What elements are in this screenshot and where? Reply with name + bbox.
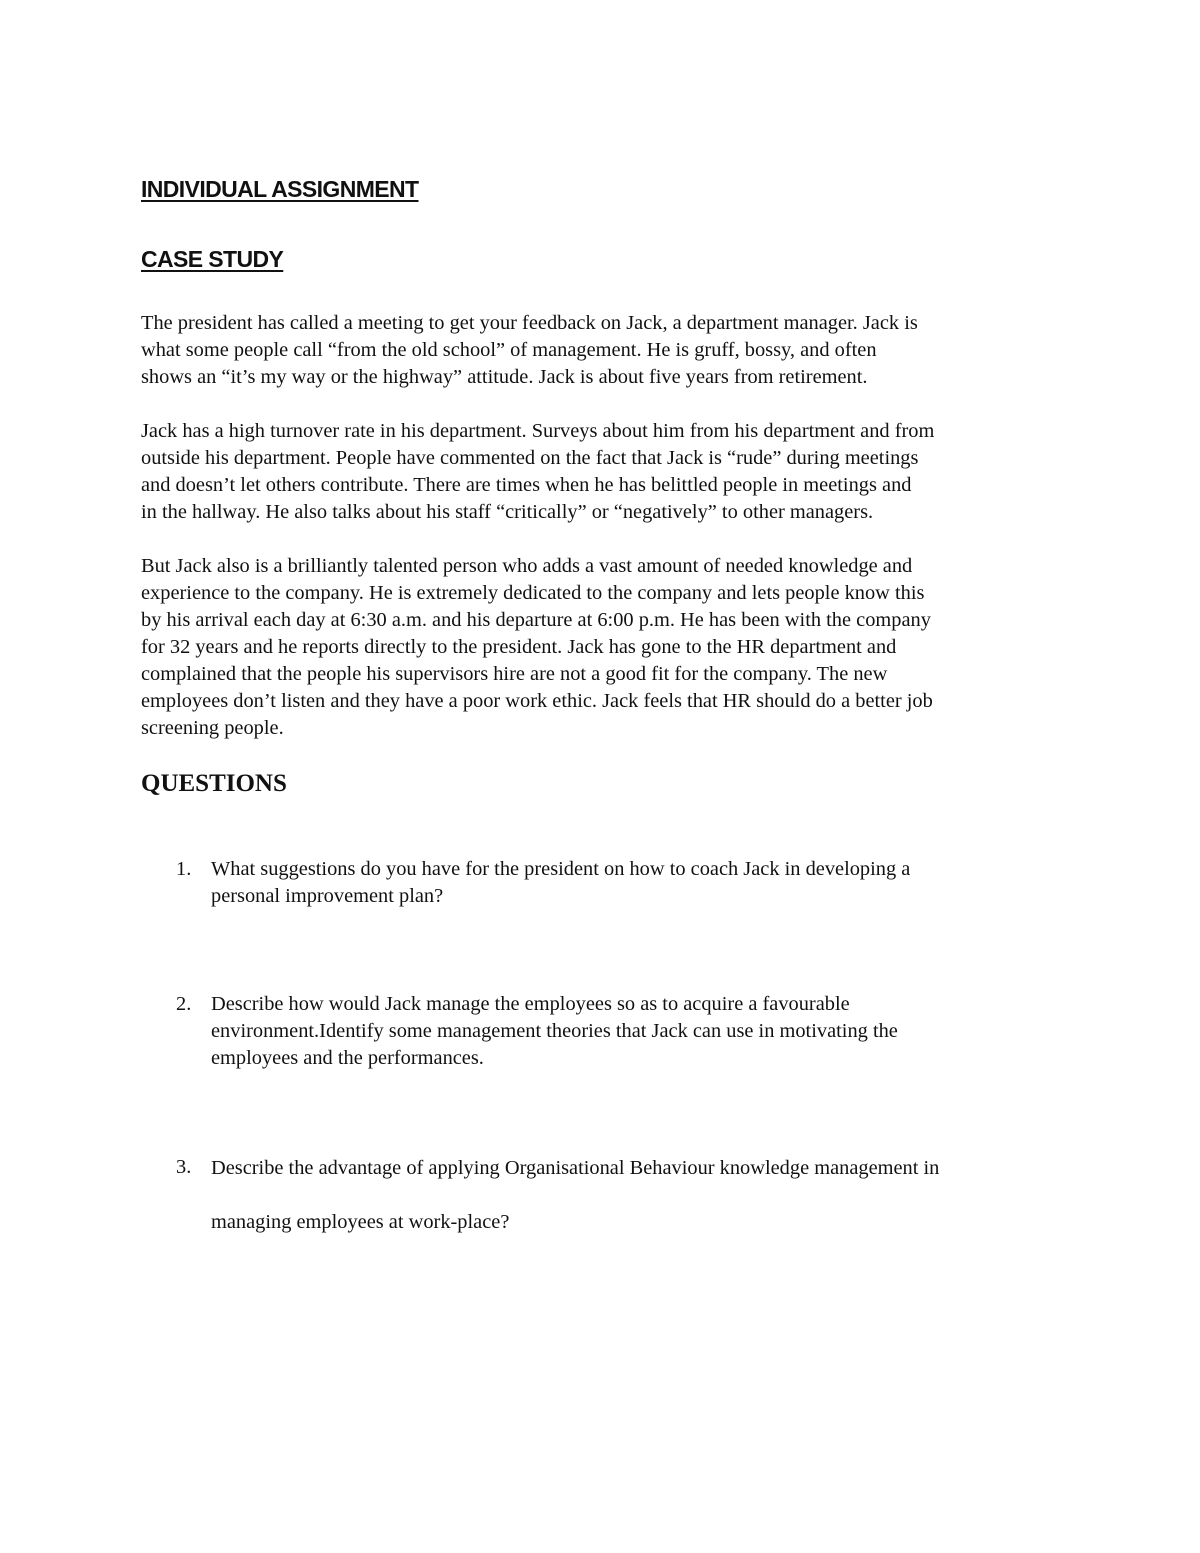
paragraph-line: experience to the company. He is extremely dedicated to the company and lets people know this xyxy=(141,582,925,604)
question-number: 3. xyxy=(176,1156,192,1178)
question-line: employees and the performances. xyxy=(211,1047,484,1069)
paragraph-line: outside his department. People have commented on the fact that Jack is “rude” during meetings xyxy=(141,447,919,469)
question-number: 1. xyxy=(176,858,192,880)
question-line: Describe how would Jack manage the employees so as to acquire a favourable xyxy=(211,993,850,1015)
paragraph-line: screening people. xyxy=(141,717,284,739)
case-paragraph-3 xyxy=(141,553,1071,742)
paragraph-line: for 32 years and he reports directly to the president. Jack has gone to the HR department and xyxy=(141,636,897,658)
question-text xyxy=(211,856,1071,910)
question-text xyxy=(211,1141,1071,1249)
question-line: Describe the advantage of applying Organisational Behaviour knowledge management in xyxy=(211,1157,940,1179)
question-line: environment.Identify some management theories that Jack can use in motivating the xyxy=(211,1020,898,1042)
paragraph-line: Jack has a high turnover rate in his department. Surveys about him from his department and from xyxy=(141,420,935,442)
question-text xyxy=(211,991,1071,1072)
paragraph-line: complained that the people his supervisors hire are not a good fit for the company. The new xyxy=(141,663,888,685)
paragraph-line: in the hallway. He also talks about his staff “critically” or “negatively” to other managers. xyxy=(141,501,874,523)
paragraph-line: employees don’t listen and they have a poor work ethic. Jack feels that HR should do a better job xyxy=(141,690,933,712)
paragraph-line: by his arrival each day at 6:30 a.m. and his departure at 6:00 p.m. He has been with the company xyxy=(141,609,931,631)
section-heading-case-study: CASE STUDY xyxy=(141,246,284,272)
question-line: managing employees at work-place? xyxy=(211,1211,510,1233)
case-paragraph-2 xyxy=(141,418,1071,526)
paragraph-line: But Jack also is a brilliantly talented person who adds a vast amount of needed knowledge and xyxy=(141,555,913,577)
case-paragraph-1 xyxy=(141,310,1071,391)
questions-heading: QUESTIONS xyxy=(141,770,287,797)
paragraph-line: The president has called a meeting to get your feedback on Jack, a department manager. Jack is xyxy=(141,312,918,334)
paragraph-line: what some people call “from the old school” of management. He is gruff, bossy, and often xyxy=(141,339,877,361)
question-number: 2. xyxy=(176,993,192,1015)
question-line: What suggestions do you have for the president on how to coach Jack in developing a xyxy=(211,858,911,880)
question-line: personal improvement plan? xyxy=(211,885,444,907)
paragraph-line: shows an “it’s my way or the highway” attitude. Jack is about five years from retirement. xyxy=(141,366,868,388)
document-title: INDIVIDUAL ASSIGNMENT xyxy=(141,176,419,202)
paragraph-line: and doesn’t let others contribute. There are times when he has belittled people in meetings and xyxy=(141,474,912,496)
